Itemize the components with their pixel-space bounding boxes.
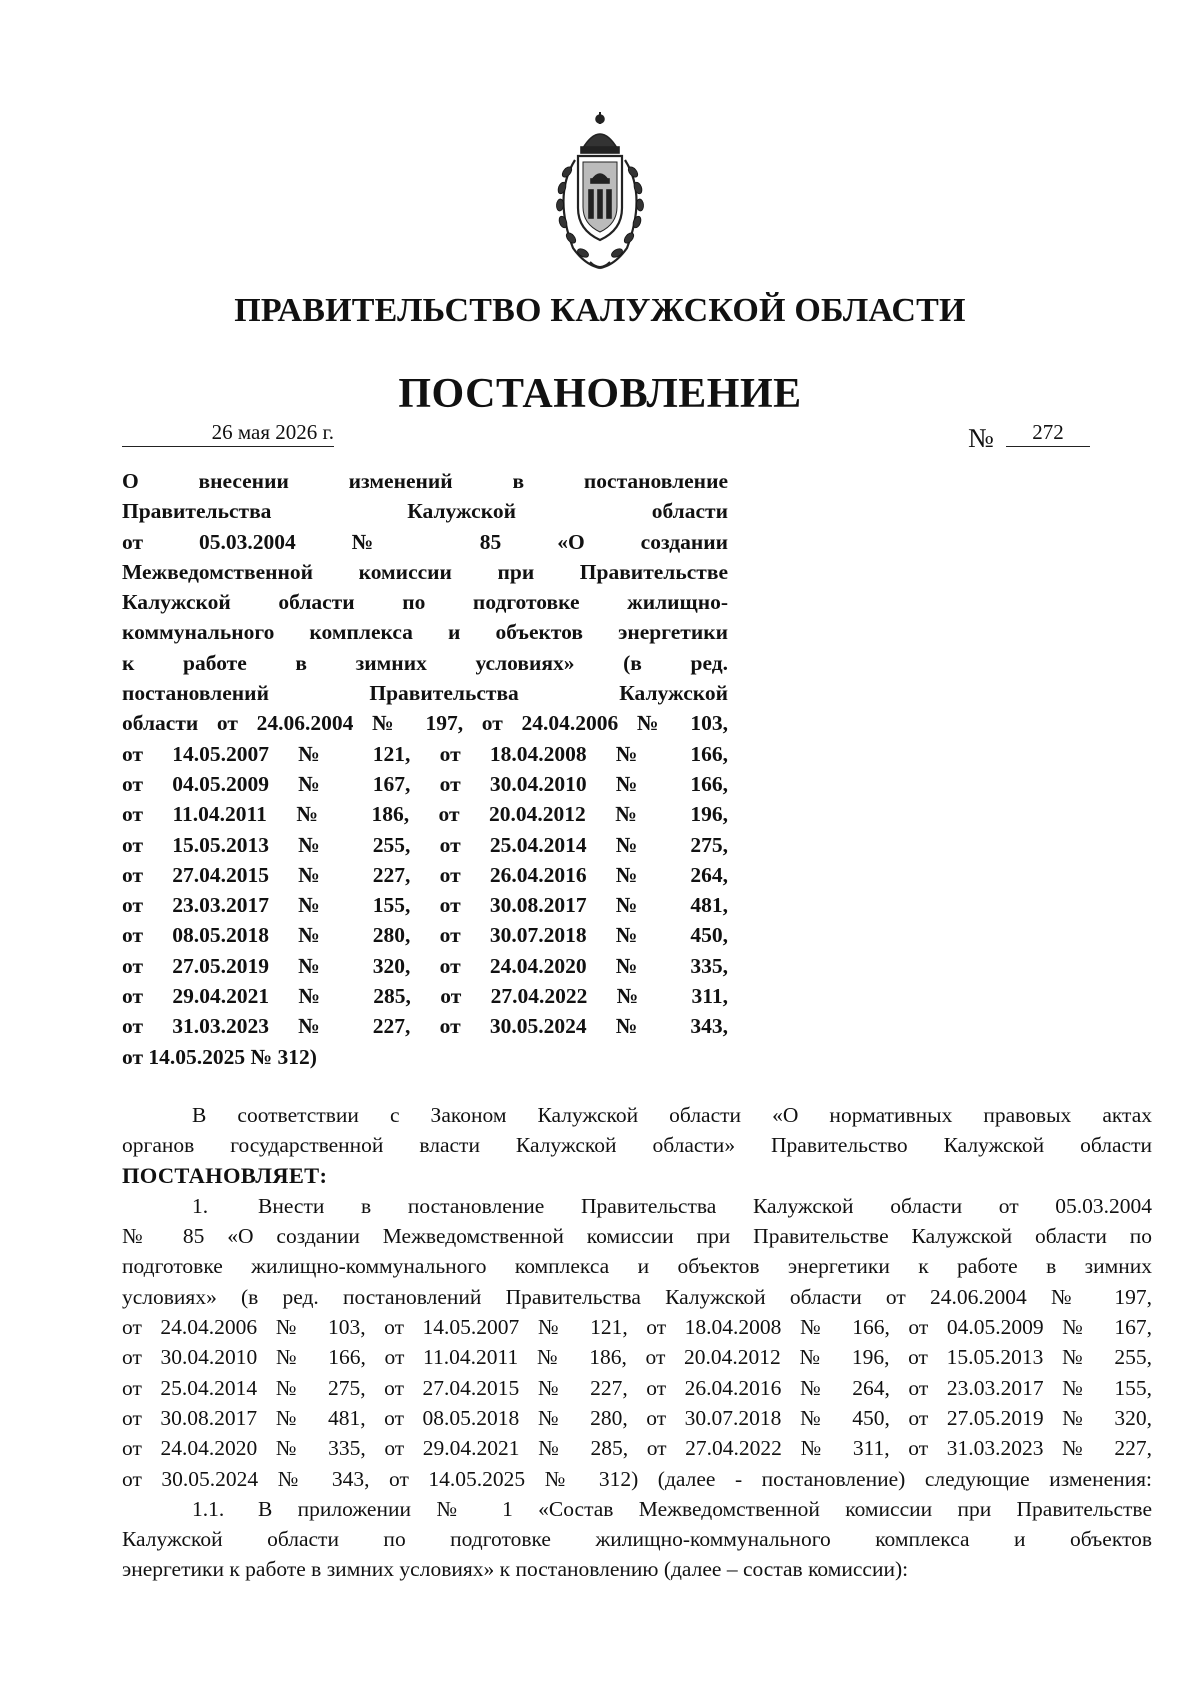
item-1-1-first-line <box>122 1494 1152 1524</box>
title-line: от 11.04.2011 № 186, от 20.04.2012 № 196, <box>122 802 728 827</box>
document-type: ПОСТАНОВЛЕНИЕ <box>398 371 802 417</box>
item-1-number: 1. <box>192 1193 209 1218</box>
title-line: коммунального комплекса и объектов энергетики <box>122 620 728 645</box>
intro-line: органов государственной власти Калужской области» Правительство Калужской области <box>122 1133 1152 1158</box>
title-line: от 23.03.2017 № 155, от 30.08.2017 № 481, <box>122 893 728 918</box>
item-1-first-line <box>122 1191 1152 1221</box>
document-date: 26 мая 2026 г. <box>122 420 334 447</box>
item-1-1-line: энергетики к работе в зимних условиях» к постановлению (далее – состав комиссии): <box>122 1557 909 1582</box>
number-sign: № <box>968 423 994 453</box>
document-title-block <box>122 466 728 1072</box>
title-line: О внесении изменений в постановление <box>122 469 728 493</box>
title-line: от 08.05.2018 № 280, от 30.07.2018 № 450, <box>122 923 728 948</box>
title-line: Калужской области по подготовке жилищно- <box>122 590 728 615</box>
item-1-line: от 24.04.2006 № 103, от 14.05.2007 № 121, от 18.04.2008 № 166, от 04.05.2009 № 167, <box>122 1315 1152 1340</box>
title-line: от 31.03.2023 № 227, от 30.05.2024 № 343, <box>122 1014 728 1039</box>
intro-line: В соответствии с Законом Калужской области «О нормативных правовых актах <box>192 1103 1152 1127</box>
item-1-first-text: Внести в постановление Правительства Калужской области от 05.03.2004 <box>258 1193 1152 1218</box>
coat-of-arms-emblem <box>545 110 655 275</box>
title-line: от 15.05.2013 № 255, от 25.04.2014 № 275, <box>122 832 728 857</box>
title-line: Межведомственной комиссии при Правительстве <box>122 559 728 584</box>
item-1-line: от 25.04.2014 № 275, от 27.04.2015 № 227, от 26.04.2016 № 264, от 23.03.2017 № 155, <box>122 1375 1152 1400</box>
title-line: к работе в зимних условиях» (в ред. <box>122 650 728 675</box>
item-1-line: от 30.05.2024 № 343, от 14.05.2025 № 312) (далее - постановление) следующие изменения: <box>122 1466 1152 1491</box>
item-1-line: условиях» (в ред. постановлений Правительства Калужской области от 24.06.2004 № 197, <box>122 1284 1152 1309</box>
title-line: от 05.03.2004 № 85 «О создании <box>122 529 728 554</box>
title-line: от 27.05.2019 № 320, от 24.04.2020 № 335, <box>122 953 728 978</box>
item-1-1-line: Калужской области по подготовке жилищно-коммунального комплекса и объектов <box>122 1527 1152 1552</box>
item-1-line: от 30.04.2010 № 166, от 11.04.2011 № 186, от 20.04.2012 № 196, от 15.05.2013 № 255, <box>122 1345 1152 1370</box>
item-1-line: от 24.04.2020 № 335, от 29.04.2021 № 285, от 27.04.2022 № 311, от 31.03.2023 № 227, <box>122 1436 1152 1461</box>
title-line: от 27.04.2015 № 227, от 26.04.2016 № 264, <box>122 862 728 887</box>
title-line: постановлений Правительства Калужской <box>122 681 728 706</box>
resolves-heading: ПОСТАНОВЛЯЕТ: <box>122 1162 328 1188</box>
document-number: 272 <box>1006 420 1090 447</box>
item-1-line: № 85 «О создании Межведомственной комиссии при Правительстве Калужской области по <box>122 1224 1152 1249</box>
title-line: от 14.05.2007 № 121, от 18.04.2008 № 166, <box>122 741 728 766</box>
title-line: от 04.05.2009 № 167, от 30.04.2010 № 166, <box>122 771 728 796</box>
item-1-1-number: 1.1. <box>192 1496 225 1521</box>
title-line: Правительства Калужской области <box>122 499 728 524</box>
title-line: от 29.04.2021 № 285, от 27.04.2022 № 311, <box>122 984 728 1009</box>
government-title: ПРАВИТЕЛЬСТВО КАЛУЖСКОЙ ОБЛАСТИ <box>234 292 966 329</box>
item-1-line: подготовке жилищно-коммунального комплекса и объектов энергетики к работе в зимних <box>122 1254 1152 1279</box>
item-1-line: от 30.08.2017 № 481, от 08.05.2018 № 280, от 30.07.2018 № 450, от 27.05.2019 № 320, <box>122 1405 1152 1430</box>
item-1-1-first-text: В приложении № 1 «Состав Межведомственной комиссии при Правительстве <box>258 1496 1152 1521</box>
title-line: от 14.05.2025 № 312) <box>122 1044 317 1069</box>
document-body <box>122 1100 1152 1585</box>
title-line: области от 24.06.2004 № 197, от 24.04.2006 № 103, <box>122 711 728 736</box>
